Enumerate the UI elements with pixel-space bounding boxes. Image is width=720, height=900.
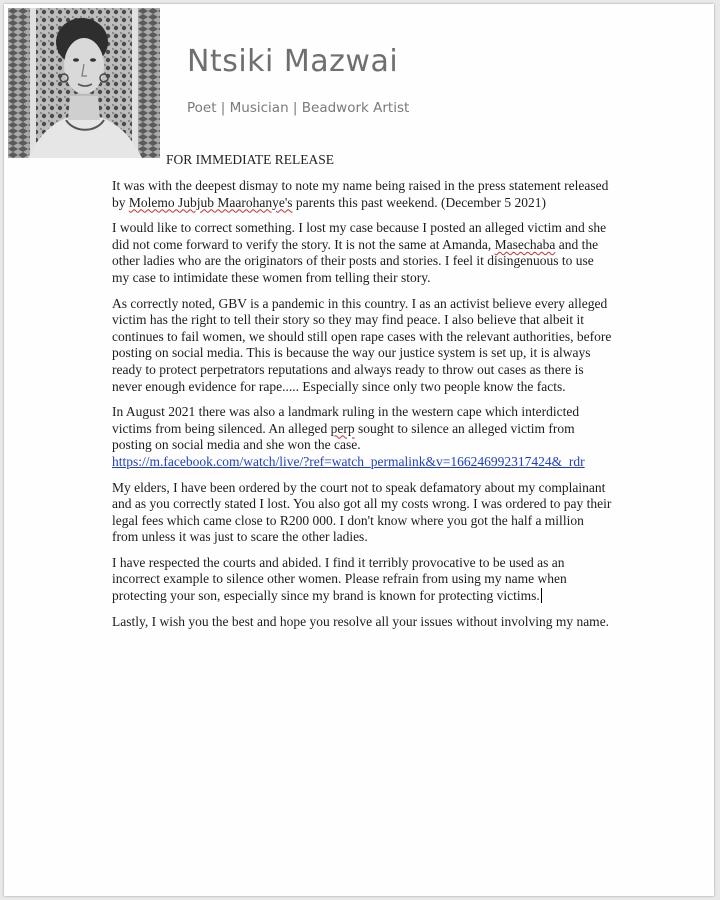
spellcheck-word: Masechaba — [494, 236, 556, 252]
facebook-link[interactable]: https://m.facebook.com/watch/live/?ref=watch_permalink&v=166246992317424&_rdr — [112, 453, 585, 469]
paragraph-1 — [112, 178, 612, 211]
paragraph-3: As correctly noted, GBV is a pandemic in this country. I as an activist believe every alleged victim has the right to tell their story so they may find peace. I also believe that albeit it continues to fail women, we should still open rape cases with the relevant authorities, before posting on social media. This is because the way our justice system is set up, it is always ready to protect perpetrators reputations and always ready to throw out cases as there is never enough evidence for rape..... Especially since only two people know the facts. — [112, 295, 612, 394]
paragraph-1-text: It was with the deepest dismay to note my name being raised in the press statement released by — [112, 178, 609, 210]
document-page — [4, 4, 714, 896]
paragraph-2 — [112, 220, 612, 286]
letter-body — [112, 178, 612, 639]
paragraph-6 — [112, 555, 612, 605]
text-cursor — [541, 588, 543, 603]
paragraph-1-text-end: parents this past weekend. (December 5 2021) — [292, 194, 546, 210]
paragraph-2-text-end: and the other ladies who are the originators of their posts and stories. I feel it disingenuous to use my case to intimidate these women from telling their story. — [112, 236, 599, 285]
paragraph-6-text: I have respected the courts and abided. I find it terribly provocative to be used as an incorrect example to silence other women. Please refrain from using my name when protecting your son, especially since my brand is known for protecting victims. — [112, 554, 567, 604]
portrait-image — [8, 8, 160, 158]
author-name: Ntsiki Mazwai — [187, 44, 399, 79]
paragraph-4-text-end: sought to silence an alleged victim from posting on social media and she won the case. — [112, 420, 575, 453]
paragraph-4-text: In August 2021 there was also a landmark ruling in the western cape which interdicted victims from being silenced. An alleged — [112, 404, 580, 436]
spellcheck-word: perp — [330, 420, 355, 436]
paragraph-4 — [112, 404, 612, 470]
spellcheck-word: Molemo Jubjub Maarohanye's — [128, 194, 293, 210]
release-label: FOR IMMEDIATE RELEASE — [166, 152, 334, 167]
paragraph-2-text: I would like to correct something. I lost my case because I posted an alleged victim and she did not come forward to verify the story. It is not the same at Amanda, — [112, 220, 607, 252]
paragraph-5: My elders, I have been ordered by the court not to speak defamatory about my complainant and as you correctly stated I lost. You also got all my costs wrong. I was ordered to pay their legal fees which came close to R200 000. I don't know where you got the half a million from unless it was just to scare the other ladies. — [112, 479, 612, 545]
paragraph-7: Lastly, I wish you the best and hope you resolve all your issues without involving my name. — [112, 613, 610, 629]
author-tagline: Poet | Musician | Beadwork Artist — [187, 100, 410, 116]
